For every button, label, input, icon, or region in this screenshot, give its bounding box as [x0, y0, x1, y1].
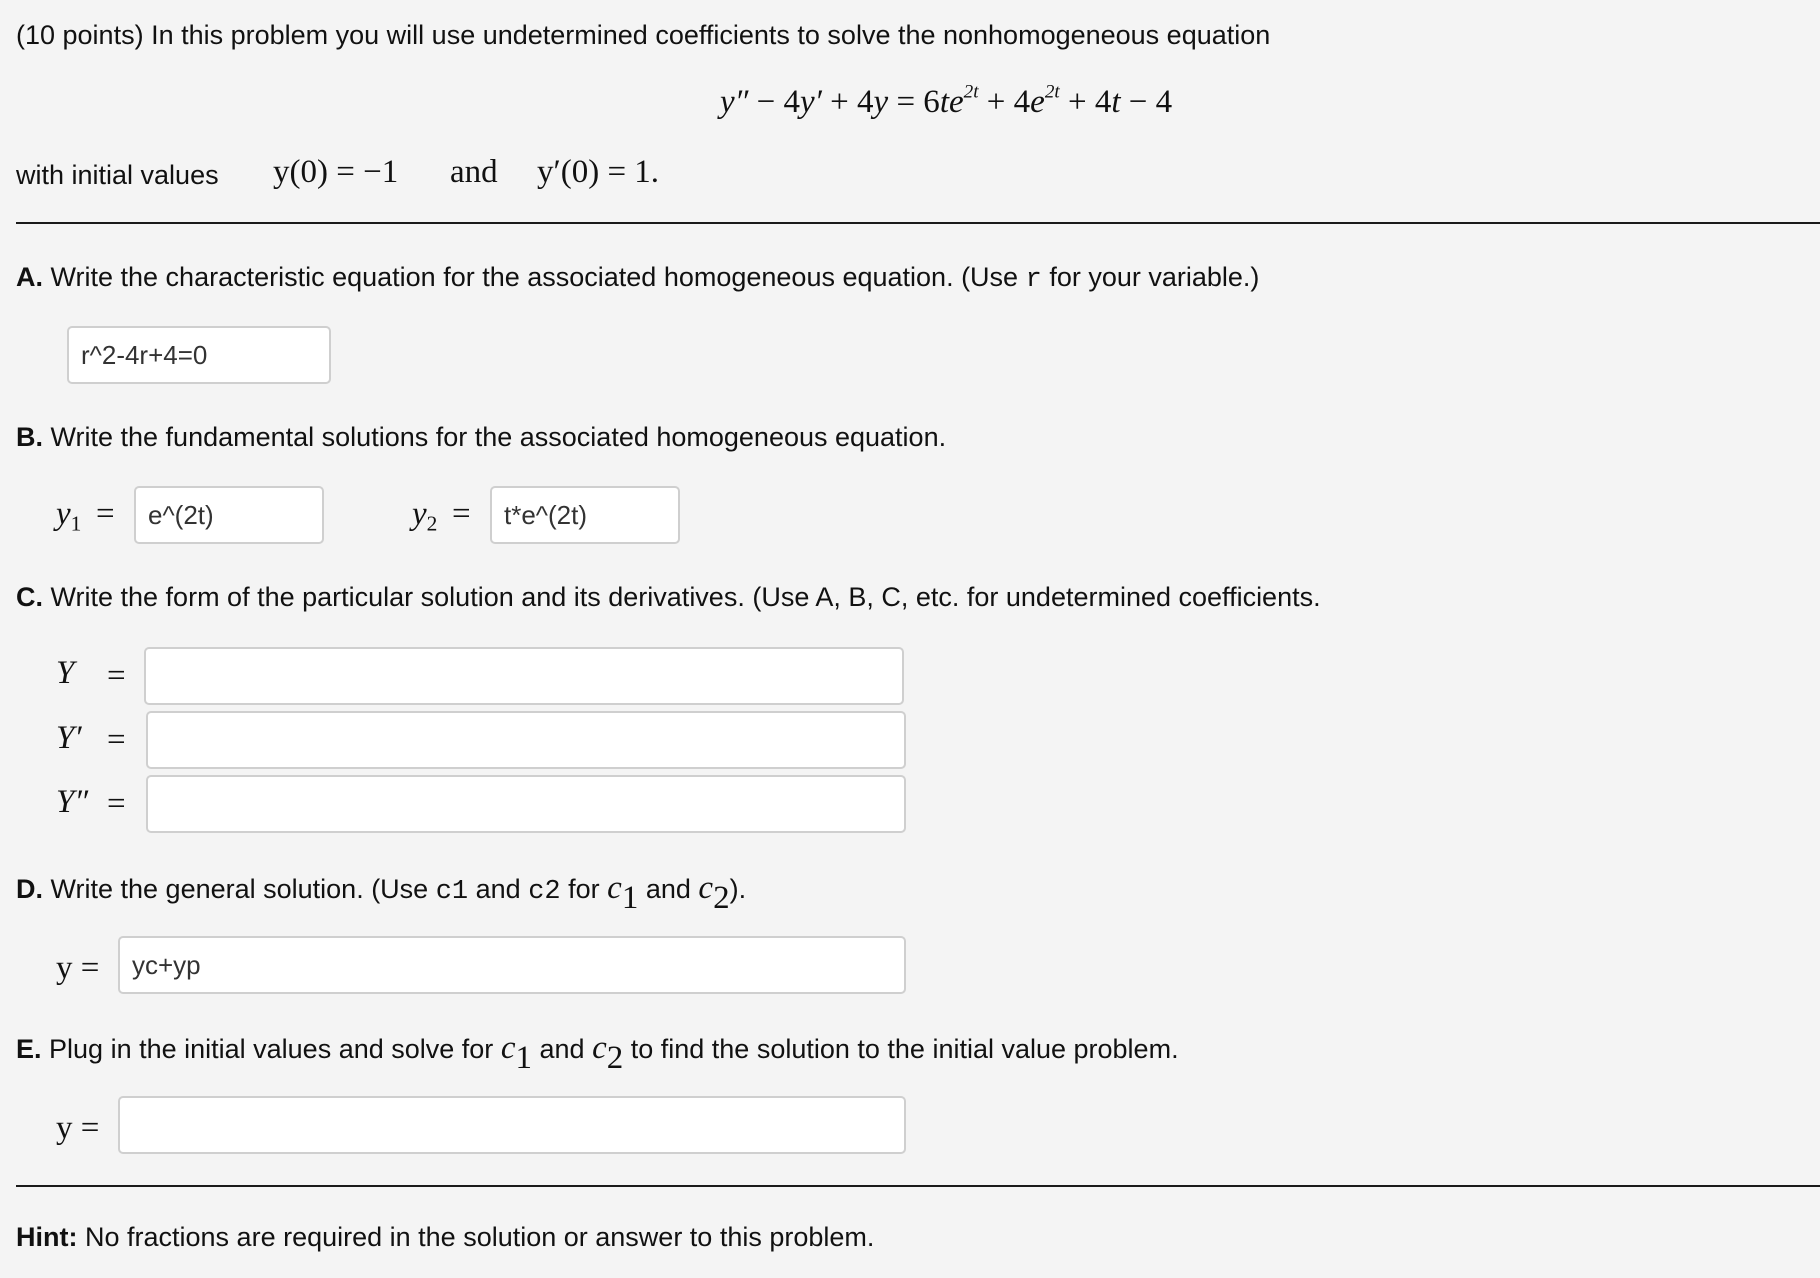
part-e-c2-var: c [592, 1030, 607, 1066]
characteristic-equation-input[interactable] [67, 326, 331, 384]
initial-values-label: with initial values [16, 160, 219, 190]
ivp-solution-label [56, 1110, 99, 1147]
Ypp-input[interactable] [146, 775, 906, 833]
general-solution-label-text: y = [56, 950, 100, 986]
eq-term-y: y [873, 84, 889, 120]
part-b-text: Write the fundamental solutions for the associated homogeneous equation. [50, 422, 947, 452]
y2-input[interactable] [490, 486, 680, 544]
eq-exponent: 2t [963, 81, 979, 103]
general-solution-label [56, 950, 99, 987]
eq-op: + 4 [1059, 84, 1112, 120]
part-e-letter: E. [16, 1034, 42, 1064]
eq-term-ypp: y″ [720, 84, 749, 120]
y1-label [56, 496, 82, 536]
part-e-prompt [16, 1030, 1179, 1076]
eq-op: + 4 [978, 84, 1031, 120]
part-e-and: and [539, 1034, 585, 1064]
ivp-solution-label-text: y = [56, 1110, 100, 1146]
hint-label: Hint: [16, 1222, 78, 1252]
y1-input[interactable] [134, 486, 324, 544]
eq-term: te [939, 84, 964, 120]
part-d-c1-var: c [607, 870, 622, 906]
eq-term: e [1030, 84, 1045, 120]
part-a-var: r [1025, 265, 1042, 295]
y1-sub: 1 [70, 511, 82, 536]
part-d-c1-sub: 1 [621, 879, 639, 916]
Y-input[interactable] [144, 647, 904, 705]
y2-label [412, 496, 438, 536]
main-equation [720, 81, 1173, 121]
problem-intro: (10 points) In this problem you will use undetermined coefficients to solve the nonhomogeneous equation [16, 20, 1271, 50]
part-d-and: and [475, 874, 521, 904]
Yp-equals: = [107, 722, 126, 758]
Ypp-equals: = [107, 786, 126, 822]
part-c-text: Write the form of the particular solution and its derivatives. (Use A, B, C, etc. for undetermined coefficients. [50, 582, 1321, 612]
Ypp-label: Y″ [56, 784, 89, 820]
part-d-for: for [568, 874, 600, 904]
y2-var: y [412, 496, 427, 532]
hint [16, 1222, 874, 1253]
y2-sub: 2 [426, 511, 438, 536]
initial-condition-1: y(0) = −1 [273, 154, 399, 190]
y1-equals: = [96, 496, 115, 532]
eq-term-yp: y′ [800, 84, 822, 120]
eq-op: = 6 [888, 84, 940, 120]
general-solution-input[interactable] [118, 936, 906, 994]
part-b-letter: B. [16, 422, 43, 452]
part-e-c2-sub: 2 [606, 1039, 624, 1076]
part-c-prompt [16, 582, 1321, 613]
part-e-c1-var: c [500, 1030, 516, 1066]
part-d-text-post: ). [729, 874, 747, 904]
part-d-text: Write the general solution. (Use [50, 874, 429, 904]
part-e-text: Plug in the initial values and solve for [49, 1034, 494, 1064]
part-d-c2-sub: 2 [713, 879, 730, 916]
part-d-c2-var: c [698, 870, 714, 906]
Yp-input[interactable] [146, 711, 906, 769]
part-e-c1-sub: 1 [515, 1039, 532, 1076]
y2-equals: = [452, 496, 471, 532]
part-d-and-2: and [645, 874, 691, 904]
initial-condition-2: y′(0) = 1. [537, 154, 660, 190]
part-d-prompt [16, 870, 747, 916]
divider-top [16, 222, 1820, 224]
part-e-text-post: to find the solution to the initial value problem. [630, 1034, 1179, 1064]
part-a-text-post: for your variable.) [1049, 262, 1260, 292]
eq-op: − 4 [748, 84, 801, 120]
y1-var: y [56, 496, 71, 532]
part-a-text: Write the characteristic equation for the associated homogeneous equation. (Use [50, 262, 1019, 292]
initial-and: and [450, 154, 498, 190]
Y-equals: = [107, 658, 126, 694]
ivp-solution-input[interactable] [118, 1096, 906, 1154]
eq-exponent: 2t [1044, 81, 1060, 103]
part-b-prompt [16, 422, 946, 453]
eq-term: t [1111, 84, 1121, 120]
Yp-label: Y′ [56, 720, 82, 756]
part-c-letter: C. [16, 582, 43, 612]
part-a-prompt [16, 262, 1259, 295]
Y-label: Y [56, 655, 75, 691]
part-d-letter: D. [16, 874, 43, 904]
divider-bottom [16, 1185, 1820, 1187]
hint-text: No fractions are required in the solution or answer to this problem. [85, 1222, 875, 1252]
part-d-c2-code: c2 [528, 877, 561, 907]
part-a-letter: A. [16, 262, 43, 292]
eq-op: + 4 [821, 84, 874, 120]
eq-op: − 4 [1120, 84, 1173, 120]
part-d-c1-code: c1 [435, 877, 469, 907]
